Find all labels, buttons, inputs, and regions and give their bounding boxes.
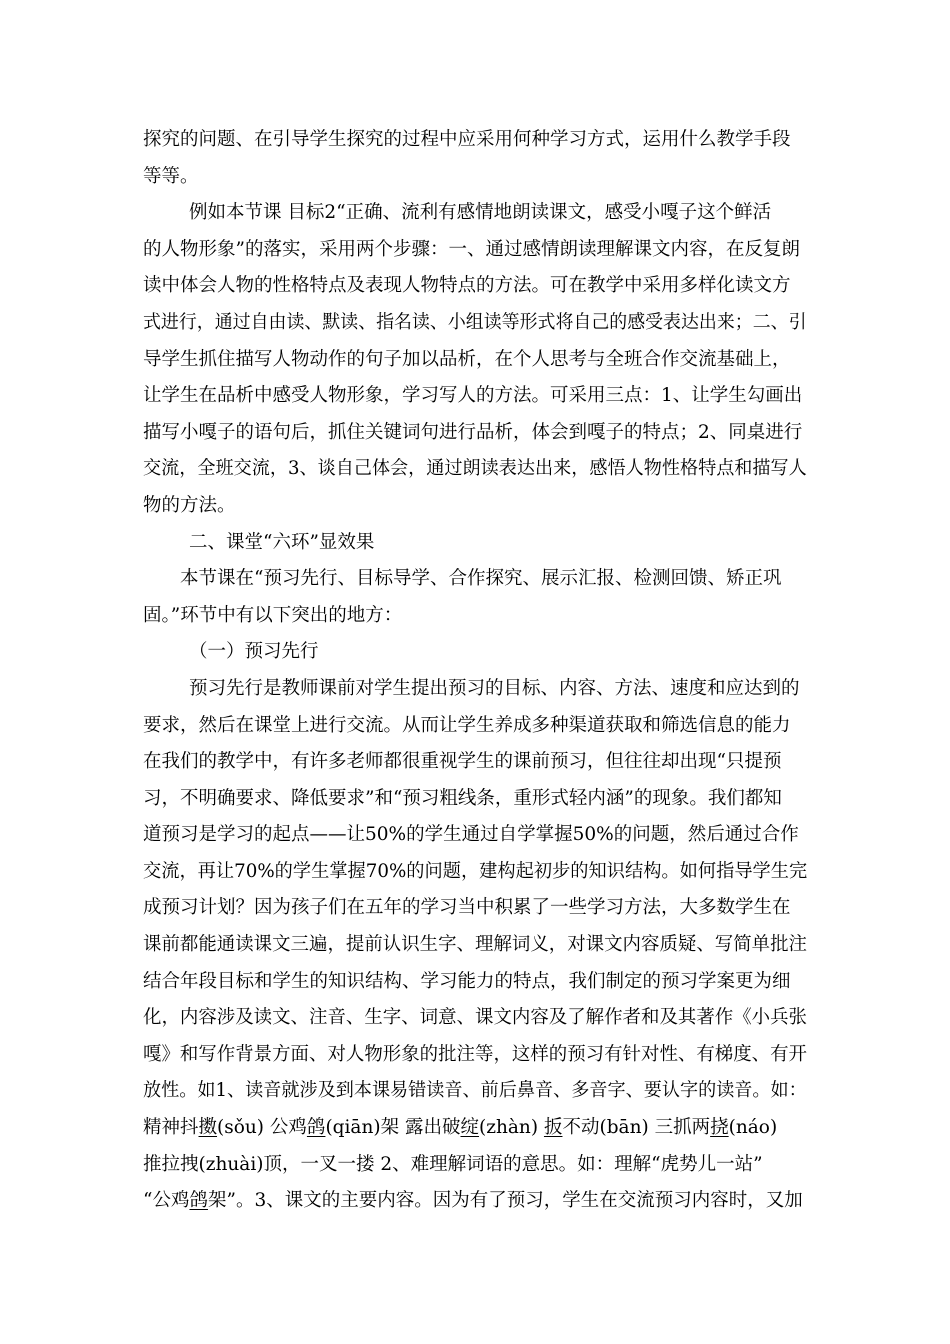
text-line: 描写小嘎子的语句后，抓住关键词句进行品析，体会到嘎子的特点；2、同桌进行 <box>143 421 803 443</box>
pinyin: (náo) <box>728 1117 778 1139</box>
pinyin: (zhàn) <box>479 1117 539 1139</box>
underlined-char: 挠 <box>710 1117 729 1139</box>
text-line: 让学生在品析中感受人物形象，学习写人的方法。可采用三点：1、让学生勾画出 <box>143 385 803 407</box>
underlined-char: 绽 <box>460 1117 480 1139</box>
word-text: 公鸡 <box>269 1117 307 1139</box>
underlined-char: 鸽 <box>306 1117 326 1139</box>
text-line: 化，内容涉及读文、注音、生字、词意、课文内容及了解作者和及其著作《小兵张 <box>143 1007 808 1029</box>
underlined-char: 擞 <box>198 1117 218 1139</box>
text-line: 等等。 <box>143 165 199 187</box>
text-line: 推拉拽(zhuài)顶，一叉一搂 2、难理解词语的意思。如：理解“虎势儿一站” <box>143 1153 763 1175</box>
text-line: 习，不明确要求、降低要求”和“预习粗线条，重形式轻内涵”的现象。我们都知 <box>143 787 782 809</box>
word-text: 架 <box>380 1117 400 1139</box>
section-heading: 二、课堂“六环”显效果 <box>189 531 375 553</box>
pinyin: (qiān) <box>325 1117 381 1139</box>
pinyin-examples-line <box>143 1110 807 1147</box>
text-line: 成预习计划？因为孩子们在五年的学习当中积累了一些学习方法，大多数学生在 <box>143 897 791 919</box>
word-text: “公鸡 <box>143 1190 190 1212</box>
word-text: 架”。3、课文的主要内容。因为有了预习，学生在交流预习内容时，又加 <box>207 1190 803 1212</box>
text-line: 交流，全班交流，3、谈自己体会，通过朗读表达出来，感悟人物性格特点和描写人 <box>143 458 807 480</box>
text-line: 在我们的教学中，有许多老师都很重视学生的课前预习，但往往却出现“只提预 <box>143 751 782 773</box>
text-line: 的人物形象”的落实，采用两个步骤：一、通过感情朗读理解课文内容，在反复朗 <box>143 238 800 260</box>
text-line: 嘎》和写作背景方面、对人物形象的批注等，这样的预习有针对性、有梯度、有开 <box>143 1043 808 1065</box>
text-line: 物的方法。 <box>143 494 236 516</box>
text-line: 导学生抓住描写人物动作的句子加以品析，在个人思考与全班合作交流基础上， <box>143 348 791 370</box>
text-line <box>143 1183 807 1220</box>
text-column <box>143 122 807 1220</box>
underlined-char: 鸽 <box>189 1190 208 1212</box>
text-line: 式进行，通过自由读、默读、指名读、小组读等形式将自己的感受表达出来；二、引 <box>143 311 807 333</box>
text-line: 课前都能通读课文三遍，提前认识生字、理解词义，对课文内容质疑、写简单批注 <box>143 934 808 956</box>
text-line: 道预习是学习的起点——让50%的学生通过自学掌握50%的问题，然后通过合作 <box>143 824 799 846</box>
word-text: 精神抖 <box>143 1117 199 1139</box>
text-line: 结合年段目标和学生的知识结构、学习能力的特点，我们制定的预习学案更为细 <box>143 970 791 992</box>
paragraph-first-line: 例如本节课 目标2“正确、流利有感情地朗读课文，感受小嘎子这个鲜活 <box>189 202 772 224</box>
pinyin: (bān) <box>599 1117 649 1139</box>
word-text: 三抓两 <box>654 1117 711 1139</box>
word-text: 露出破 <box>404 1117 461 1139</box>
subsection-heading: （一）预习先行 <box>189 641 319 663</box>
pinyin: (sǒu) <box>217 1117 265 1139</box>
word-text: 不动 <box>562 1117 600 1139</box>
paragraph-first-line: 预习先行是教师课前对学生提出预习的目标、内容、方法、速度和应达到的 <box>189 677 800 699</box>
underlined-char: 扳 <box>543 1117 563 1139</box>
text-line: 固。”环节中有以下突出的地方： <box>143 604 403 626</box>
text-line: 交流，再让70%的学生掌握70%的问题，建构起初步的知识结构。如何指导学生完 <box>143 860 808 882</box>
text-line: 读中体会人物的性格特点及表现人物特点的方法。可在教学中采用多样化读文方 <box>143 275 791 297</box>
paragraph-first-line: 本节课在“预习先行、目标导学、合作探究、展示汇报、检测回馈、矫正巩 <box>180 568 782 590</box>
text-line: 要求，然后在课堂上进行交流。从而让学生养成多种渠道获取和筛选信息的能力 <box>143 714 791 736</box>
text-line: 放性。如1、读音就涉及到本课易错读音、前后鼻音、多音字、要认字的读音。如： <box>143 1080 807 1102</box>
text-line: 探究的问题、在引导学生探究的过程中应采用何种学习方式，运用什么教学手段 <box>143 129 791 150</box>
